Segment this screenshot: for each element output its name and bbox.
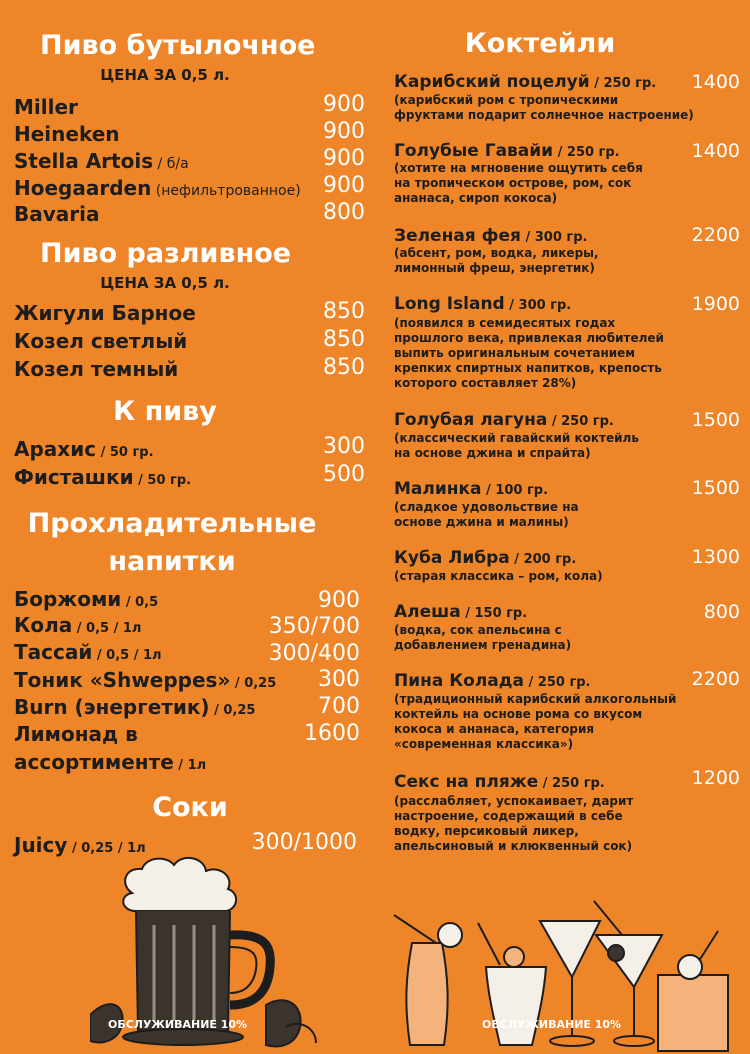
cocktail-description: (традиционный карибский алкогольный коктейль на основе рома со вкусом кокоса и ананаса, категория «современная классика») — [394, 692, 677, 751]
cocktail-price: 1200 — [691, 767, 740, 789]
menu-item: Лимонад в — [14, 722, 138, 746]
bottled-beer-title: Пиво бутылочное — [40, 30, 316, 61]
cocktail-name: Голубая лагуна / 250 гр. — [394, 410, 614, 430]
cocktail-name: Малинка / 100 гр. — [394, 479, 549, 499]
service-charge-note: ОБСЛУЖИВАНИЕ 10% — [482, 1018, 622, 1031]
cocktail-name: Long Island / 300 гр. — [394, 294, 572, 314]
menu-item: Bavaria — [14, 202, 100, 226]
cocktail-description: (водка, сок апельсина с добавлением гренадина) — [394, 623, 572, 652]
menu-item: Тассай / 0,5 / 1л — [14, 640, 162, 664]
menu-item: Hoegaarden (нефильтрованное) — [14, 176, 301, 200]
cocktail-name: Голубые Гавайи / 250 гр. — [394, 141, 620, 161]
cocktails-title: Коктейли — [464, 28, 616, 59]
soft-drinks-title: Прохладительные — [27, 508, 317, 539]
cocktail-price: 2200 — [691, 224, 740, 246]
cocktail-price: 1500 — [691, 409, 740, 431]
cocktail-description: (старая классика – ром, кола) — [394, 569, 603, 583]
cocktail-description: (абсент, ром, водка, ликеры, лимонный фреш, энергетик) — [394, 246, 599, 275]
menu-item: Жигули Барное — [14, 301, 196, 325]
cocktail-name: Куба Либра / 200 гр. — [394, 548, 577, 568]
cocktail-name: Пина Колада / 250 гр. — [394, 671, 591, 691]
menu-item-price: 900 — [323, 92, 365, 117]
menu-item-price: 900 — [323, 173, 365, 198]
menu-item-price: 900 — [323, 119, 365, 144]
menu-item: Козел светлый — [14, 329, 188, 353]
soft-drinks-title-line2: напитки — [108, 546, 236, 577]
menu-item: Juicy / 0,25 / 1л — [14, 833, 146, 857]
cocktail-description: (карибский ром с тропическими фруктами подарит солнечное настроение) — [394, 93, 694, 122]
menu-item: Фисташки / 50 гр. — [14, 465, 192, 489]
cocktail-price: 2200 — [691, 668, 740, 690]
menu-item: Боржоми / 0,5 — [14, 587, 159, 611]
draft-beer-price-note: ЦЕНА ЗА 0,5 л. — [100, 274, 230, 292]
cocktail-description: (сладкое удовольствие на основе джина и малины) — [394, 500, 579, 529]
menu-item: Stella Artois / б/а — [14, 149, 189, 173]
cocktail-price: 1500 — [691, 477, 740, 499]
menu-item-price: 500 — [323, 462, 365, 487]
cocktail-price: 1900 — [691, 293, 740, 315]
cocktail-name: Зеленая фея / 300 гр. — [394, 226, 588, 246]
cocktail-price: 1300 — [691, 546, 740, 568]
cocktail-description: (расслабляет, успокаивает, дарит настроение, содержащий в себе водку, персиковый ликер, апельсиновый и клюквенный сок) — [394, 794, 634, 853]
menu-item-price: 350/700 — [268, 614, 360, 639]
cocktail-description: (появился в семидесятых годах прошлого века, привлекая любителей выпить оригинальным сочетанием крепких спиртных напитков, крепость которого составляет 28%) — [394, 316, 664, 390]
menu-item-price: 850 — [323, 299, 365, 324]
cocktail-description: (классический гавайский коктейль на основе джина и спрайта) — [394, 431, 639, 460]
menu-item: Кола / 0,5 / 1л — [14, 613, 142, 637]
draft-beer-title: Пиво разливное — [40, 238, 292, 269]
cocktail-description: (хотите на мгновение ощутить себя на тропическом острове, ром, сок ананаса, сироп кокоса) — [394, 161, 643, 205]
menu-item: Heineken — [14, 122, 120, 146]
cocktail-price: 1400 — [691, 71, 740, 93]
menu-item-price: 800 — [323, 200, 365, 225]
bottled-beer-price-note: ЦЕНА ЗА 0,5 л. — [100, 66, 230, 84]
menu-item-price: 900 — [318, 588, 360, 613]
menu-item-price: 700 — [318, 694, 360, 719]
cocktail-name: Карибский поцелуй / 250 гр. — [394, 72, 657, 92]
menu-item-price: 300/1000 — [251, 830, 357, 855]
menu-item-price: 300 — [318, 667, 360, 692]
menu-item-price: 850 — [323, 327, 365, 352]
snacks-title: К пиву — [113, 396, 217, 427]
menu-item: Арахис / 50 гр. — [14, 437, 154, 461]
cocktail-name: Секс на пляже / 250 гр. — [394, 772, 605, 792]
service-charge-note: ОБСЛУЖИВАНИЕ 10% — [108, 1018, 248, 1031]
cocktail-price: 800 — [703, 601, 740, 623]
menu-item: Тоник «Shweppes» / 0,25 — [14, 668, 277, 692]
menu-item-price: 900 — [323, 146, 365, 171]
menu-item-price: 850 — [323, 355, 365, 380]
menu-item: Miller — [14, 95, 78, 119]
menu-item: Burn (энергетик) / 0,25 — [14, 695, 256, 719]
menu-item-price: 300/400 — [268, 641, 360, 666]
menu-item: Козел темный — [14, 357, 179, 381]
juices-title: Соки — [152, 792, 228, 823]
cocktail-name: Алеша / 150 гр. — [394, 602, 528, 622]
menu-item-continued: ассортименте / 1л — [14, 750, 207, 774]
menu-item-price: 300 — [323, 434, 365, 459]
menu-item-price: 1600 — [304, 721, 360, 746]
cocktail-price: 1400 — [691, 140, 740, 162]
